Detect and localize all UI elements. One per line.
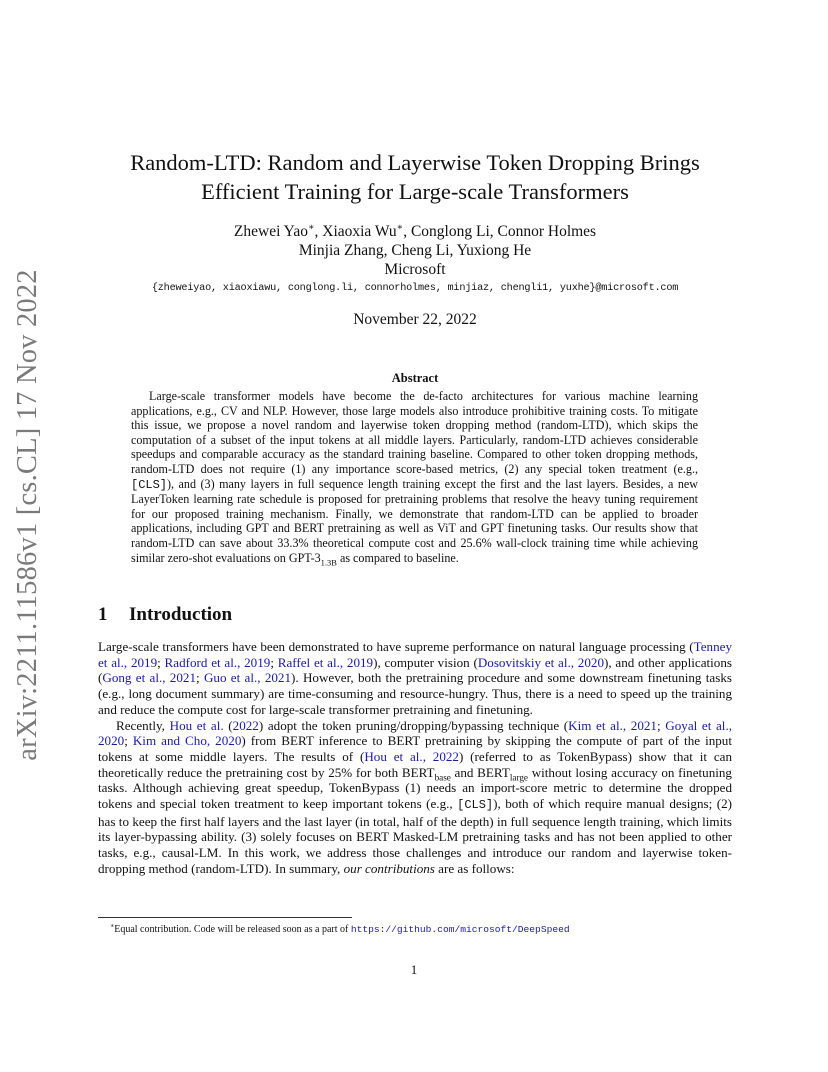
author-block (90, 222, 740, 279)
abstract-heading: Abstract (391, 371, 439, 385)
section-title: Introduction (129, 604, 233, 625)
footnote: ∗Equal contribution. Code will be released soon as a part of https://github.com/microsoft/DeepSpeed (110, 922, 570, 935)
paragraph: Recently, Hou et al. (2022) adopt the token pruning/dropping/bypassing technique (Kim et al., 2021; Goyal et al., 2020; Kim and Cho, 2020) from BERT inference to BERT pretraining by skipping the compute of part of the input tokens at some middle layers. The results of (Hou et al., 2022) (referred to as TokenBypass) show that it can theoretically reduce the pretraining cost by 25% for both $BERT_{base}$ and $BERT_{large}$ without losing accuracy on finetuning tasks. Although achieving great speedup, TokenBypass (1) needs an import-score metric to determine the dropped tokens and special token treatment to keep important tokens (e.g., [CLS]), both of which require manual designs; (2) has to keep the first half layers and the last layer (in total, half of the depth) in full sequence length training, which limits its layer-bypassing ability. (3) solely focuses on BERT Masked-LM pretraining tasks and has not been applied to other tasks, e.g., causal-LM. In this work, we address those challenges and introduce our random and layerwise token-dropping method (random-LTD). In summary, our contributions are as follows: (98, 717, 732, 876)
arxiv-identifier: arXiv:2211.11586v1 [cs.CL] 17 Nov 2022 (12, 269, 43, 761)
citation-link[interactable]: 2022 (232, 717, 259, 733)
title-line-1: Random-LTD: Random and Layerwise Token Dropping Brings (130, 150, 700, 175)
affiliation: Microsoft (384, 261, 446, 278)
code-token: [CLS] (457, 798, 494, 813)
section-number: 1 (98, 604, 108, 625)
citation-link[interactable]: Tenney et al., 2019 (98, 639, 732, 670)
abstract-text: Large-scale transformer models have become the de-facto architectures for various machine learning applications, e.g., CV and NLP. However, those large models also introduce prohibitive training costs. To mitigate this issue, we propose a novel random and layerwise token dropping method (random-LTD), which skips the computation of a subset of the input tokens at all middle layers. Particularly, random-LTD achieves considerable speedups and comparable accuracy as the standard training baseline. Compared to other token dropping methods, random-LTD does not require (1) any importance score-based metrics, (2) any special token treatment (e.g., [CLS]), and (3) many layers in full sequence length training except the first and the last layers. Besides, a new LayerToken learning rate schedule is proposed for pretraining problems that resolve the heavy tuning requirement for our proposed training mechanism. Finally, we demonstrate that random-LTD can be applied to broader applications, including GPT and BERT pretraining as well as ViT and GPT finetuning tasks. Our results show that random-LTD can save about 33.3% theoretical compute cost and 25.6% wall-clock training time while achieving similar zero-shot evaluations on GPT-$3_{1.3B}$ as compared to baseline. (131, 389, 698, 567)
code-token: [CLS] (131, 477, 168, 492)
citation-link[interactable]: Guo et al., 2021 (203, 670, 292, 686)
github-link[interactable]: https://github.com/microsoft/DeepSpeed (350, 924, 570, 935)
paragraph: Large-scale transformers have been demonstrated to have supreme performance on natural language processing (Tenney et al., 2019; Radford et al., 2019; Raffel et al., 2019), computer vision (Dosovitskiy et al., 2020), and other applications (Gong et al., 2021; Guo et al., 2021). However, both the pretraining procedure and some downstream finetuning tasks (e.g., long document summary) are time-consuming and resource-hungry. Thus, there is a need to speed up the training and reduce the compute cost for large-scale transformer pretraining and finetuning. (98, 639, 732, 717)
title-line-2: Efficient Training for Large-scale Transformers (201, 179, 629, 204)
citation-link[interactable]: Gong et al., 2021 (102, 670, 196, 686)
citation-link[interactable]: Hou et al. (169, 717, 224, 733)
arxiv-side-stamp (8, 269, 48, 761)
citation-link[interactable]: Goyal et al., 2020 (98, 717, 732, 749)
citation-link[interactable]: Kim et al., 2021 (568, 717, 657, 733)
paper-title (90, 148, 740, 206)
citation-link[interactable]: Radford et al., 2019 (164, 654, 271, 670)
equal-contribution-mark: ∗ (396, 221, 404, 233)
emphasis: our contributions (343, 860, 435, 876)
author-name: Zhewei Yao (233, 223, 308, 240)
author-name: Xiaoxia Wu (322, 223, 397, 240)
citation-link[interactable]: Raffel et al., 2019 (277, 654, 374, 670)
citation-link[interactable]: Dosovitskiy et al., 2020 (477, 654, 604, 670)
paper-date: November 22, 2022 (353, 311, 477, 328)
equal-contribution-mark: ∗ (307, 221, 315, 233)
citation-link[interactable]: Hou et al., 2022 (364, 748, 459, 764)
author-emails: {zheweiyao, xiaoxiawu, conglong.li, connorholmes, minjiaz, chengli1, yuxhe}@microsoft.com (151, 283, 679, 294)
section-heading (98, 604, 232, 626)
footnote-divider (98, 917, 352, 918)
author-line-1: Zhewei Yao∗, Xiaoxia Wu∗, Conglong Li, Connor Holmes (233, 221, 597, 240)
page-number: 1 (410, 962, 418, 977)
footnote-mark: ∗ (110, 922, 115, 930)
author-names: Conglong Li, Connor Holmes (410, 223, 597, 240)
citation-link[interactable]: Kim and Cho, 2020 (132, 733, 242, 749)
author-line-2: Minjia Zhang, Cheng Li, Yuxiong He (298, 242, 532, 259)
introduction-body (98, 639, 732, 877)
